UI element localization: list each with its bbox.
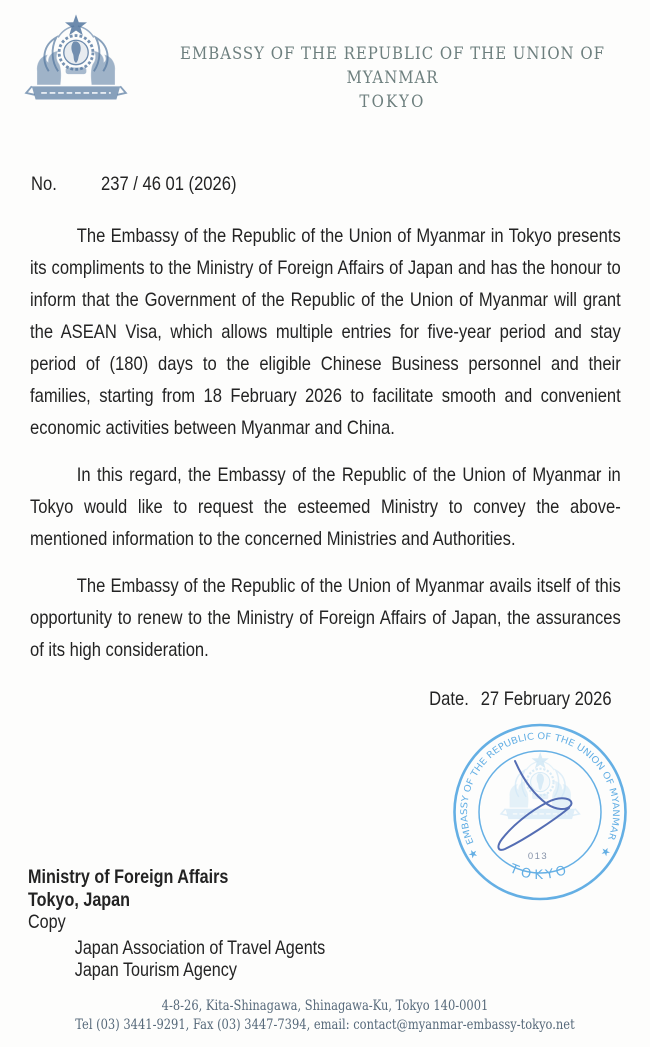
copy-recipients bbox=[28, 938, 325, 983]
letterhead bbox=[166, 42, 619, 114]
date-line bbox=[430, 688, 612, 710]
reference-label: No. bbox=[31, 173, 57, 195]
stamp-ring-text: EMBASSY OF THE REPUBLIC OF THE UNION OF MYANMAR bbox=[458, 731, 622, 847]
letter-body bbox=[30, 220, 621, 681]
star-icon: ★ bbox=[466, 846, 481, 863]
recipient-city: Tokyo, Japan bbox=[28, 889, 131, 911]
recipients-block bbox=[28, 867, 325, 983]
footer-contact: Tel (03) 3441-9291, Fax (03) 3447-7394, email: contact@myanmar-embassy-tokyo.net bbox=[75, 1017, 575, 1033]
star-icon: ★ bbox=[598, 844, 613, 860]
embassy-round-stamp bbox=[452, 723, 628, 901]
copy-recipient: Japan Tourism Agency bbox=[74, 960, 237, 981]
date-value: 27 February 2026 bbox=[481, 688, 612, 710]
stamp-city-text: TOKYO bbox=[507, 861, 573, 884]
embassy-title: EMBASSY OF THE REPUBLIC OF THE UNION OF MYANMAR bbox=[180, 44, 605, 88]
stamp-number: 013 bbox=[527, 851, 549, 862]
embassy-footer bbox=[49, 997, 602, 1035]
myanmar-state-seal-emblem bbox=[23, 13, 129, 107]
body-paragraph: The Embassy of the Republic of the Union of Myanmar in Tokyo presents its compliments to the Ministry of Foreign Affairs of Japan and has the honour to inform that the Government of the Republic of the Union of Myanmar will grant the ASEAN Visa, which allows multiple entries for five-year period and stay period of (180) days to the eligible Chinese Business personnel and their families, starting from 18 February 2026 to facilitate smooth and convenient economic activities between Myanmar and China. bbox=[30, 225, 621, 439]
date-label: Date. bbox=[429, 688, 470, 710]
embassy-city: TOKYO bbox=[359, 92, 426, 112]
body-paragraph: In this regard, the Embassy of the Republic of the Union of Myanmar in Tokyo would like to request the esteemed Ministry to convey the above-mentioned information to the concerned Ministries and Authorities. bbox=[30, 464, 621, 550]
footer-address: 4-8-26, Kita-Shinagawa, Shinagawa-Ku, Tokyo 140-0001 bbox=[161, 998, 489, 1014]
copy-recipient: Japan Association of Travel Agents bbox=[74, 937, 326, 959]
body-paragraph: The Embassy of the Republic of the Union of Myanmar avails itself of this opportunity to renew to the Ministry of Foreign Affairs of Japan, the assurances of its high consideration. bbox=[30, 575, 621, 661]
recipient-ministry: Ministry of Foreign Affairs bbox=[28, 867, 229, 888]
reference-line bbox=[31, 173, 236, 195]
reference-number: 237 / 46 01 (2026) bbox=[101, 173, 237, 195]
copy-label: Copy bbox=[28, 912, 66, 933]
